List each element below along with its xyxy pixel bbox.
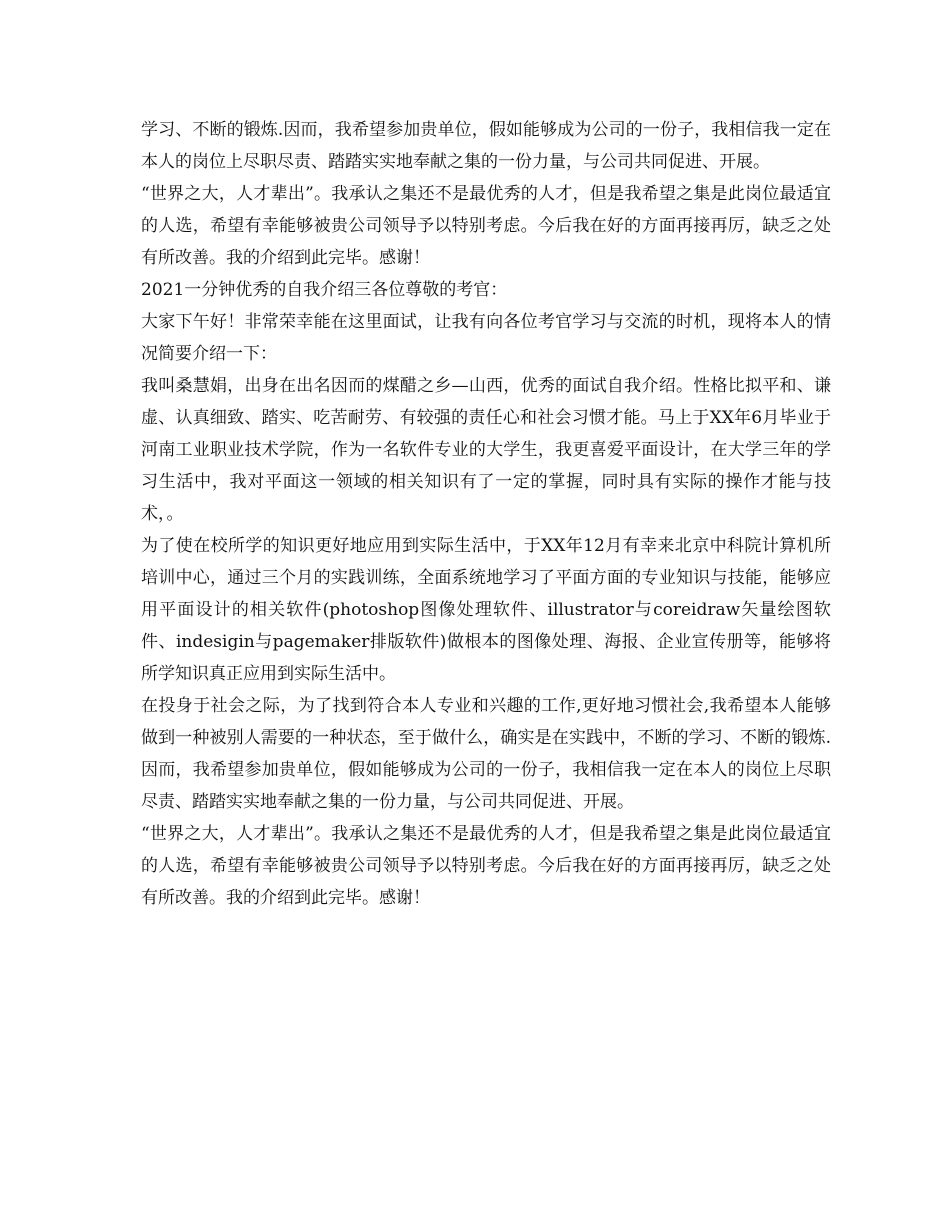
paragraph-3-heading: 2021一分钟优秀的自我介绍三各位尊敬的考官： bbox=[141, 280, 508, 300]
paragraph-1: 学习、不断的锻炼.因而，我希望参加贵单位，假如能够成为公司的一份子，我相信我一定在本人的岗位上尽职尽责、踏踏实实地奉献之集的一份力量，与公司共同促进、开展。 bbox=[141, 120, 831, 172]
paragraph-4: 大家下午好！非常荣幸能在这里面试，让我有向各位考官学习与交流的时机，现将本人的情况简要介绍一下： bbox=[141, 312, 831, 364]
document-body bbox=[141, 114, 831, 914]
paragraph-6: 为了使在校所学的知识更好地应用到实际生活中，于XX年12月有幸来北京中科院计算机所培训中心，通过三个月的实践训练，全面系统地学习了平面方面的专业知识与技能，能够应用平面设计的相关软件(photoshop图像处理软件、illustrator与coreidraw矢量绘图软件、indesigin与pagemaker排版软件)做根本的图像处理、海报、企业宣传册等，能够将所学知识真正应用到实际生活中。 bbox=[141, 536, 831, 684]
paragraph-7: 在投身于社会之际，为了找到符合本人专业和兴趣的工作,更好地习惯社会,我希望本人能够做到一种被别人需要的一种状态，至于做什么，确实是在实践中，不断的学习、不断的锻炼.因而，我希望参加贵单位，假如能够成为公司的一份子，我相信我一定在本人的岗位上尽职尽责、踏踏实实地奉献之集的一份力量，与公司共同促进、开展。 bbox=[141, 696, 831, 812]
paragraph-2: “世界之大，人才辈出”。我承认之集还不是最优秀的人才，但是我希望之集是此岗位最适宜的人选，希望有幸能够被贵公司领导予以特别考虑。今后我在好的方面再接再厉，缺乏之处有所改善。我的介绍到此完毕。感谢！ bbox=[141, 184, 831, 268]
paragraph-5: 我叫桑慧娟，出身在出名因而的煤醋之乡—山西，优秀的面试自我介绍。性格比拟平和、谦虚、认真细致、踏实、吃苦耐劳、有较强的责任心和社会习惯才能。马上于XX年6月毕业于河南工业职业技术学院，作为一名软件专业的大学生，我更喜爱平面设计，在大学三年的学习生活中，我对平面这一领域的相关知识有了一定的掌握，同时具有实际的操作才能与技术，。 bbox=[141, 376, 831, 524]
paragraph-8: “世界之大，人才辈出”。我承认之集还不是最优秀的人才，但是我希望之集是此岗位最适宜的人选，希望有幸能够被贵公司领导予以特别考虑。今后我在好的方面再接再厉，缺乏之处有所改善。我的介绍到此完毕。感谢！ bbox=[141, 824, 831, 908]
